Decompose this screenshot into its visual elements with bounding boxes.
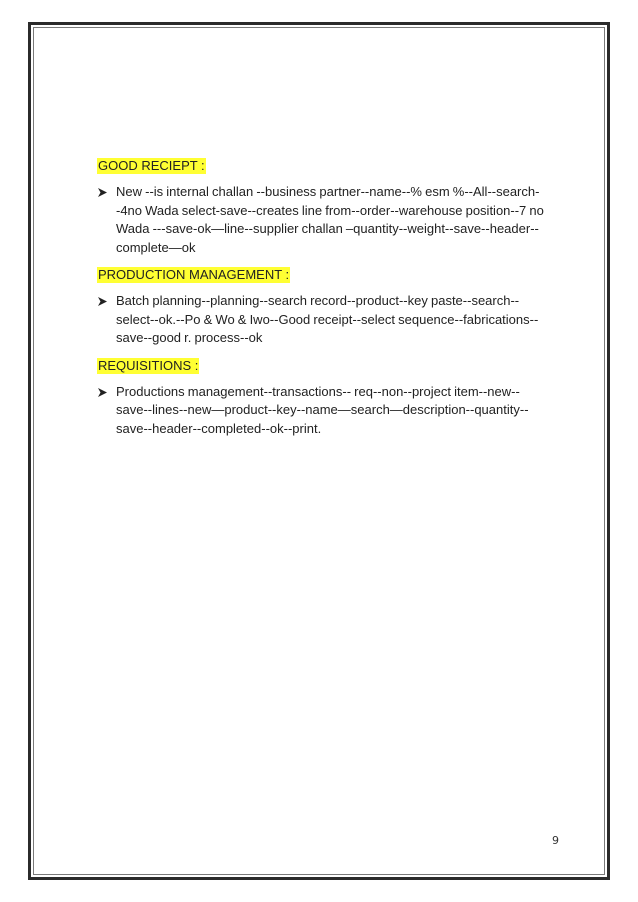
arrowhead-bullet-icon	[97, 187, 108, 198]
section-heading-good-receipt: GOOD RECIEPT :	[98, 158, 205, 173]
arrowhead-bullet-icon	[97, 296, 108, 307]
section-heading-requisitions: REQUISITIONS :	[98, 357, 199, 373]
page-border-inner	[33, 27, 605, 875]
page-number: 9	[552, 834, 559, 847]
bullet-text-good-receipt: New --is internal challan --business partner--name--% esm %--All--search--4no Wada select-save--creates line from--order--warehouse position--7 no Wada ---save-ok—line--supplier challan –quantity--weight--save--header--complete—ok	[116, 184, 544, 255]
section-heading-production-management: PRODUCTION MANAGEMENT :	[98, 267, 290, 282]
bullet-item-production-management	[97, 292, 549, 348]
document-body	[97, 157, 549, 447]
bullet-item-requisitions	[97, 383, 549, 439]
section-requisitions	[97, 357, 549, 439]
section-good-receipt	[97, 157, 549, 257]
arrowhead-bullet-icon	[97, 387, 108, 398]
bullet-text-requisitions: Productions management--transactions-- req--non--project item--new--save--lines--new—product--key--name—search—description--quantity--save--header--completed--ok--print.	[116, 383, 529, 436]
section-production-management	[97, 266, 549, 348]
bullet-item-good-receipt	[97, 183, 549, 257]
bullet-text-production-management: Batch planning--planning--search record--product--key paste--search--select--ok.--Po & Wo & Iwo--Good receipt--select sequence--fabrications--save--good r. process--ok	[116, 293, 539, 345]
